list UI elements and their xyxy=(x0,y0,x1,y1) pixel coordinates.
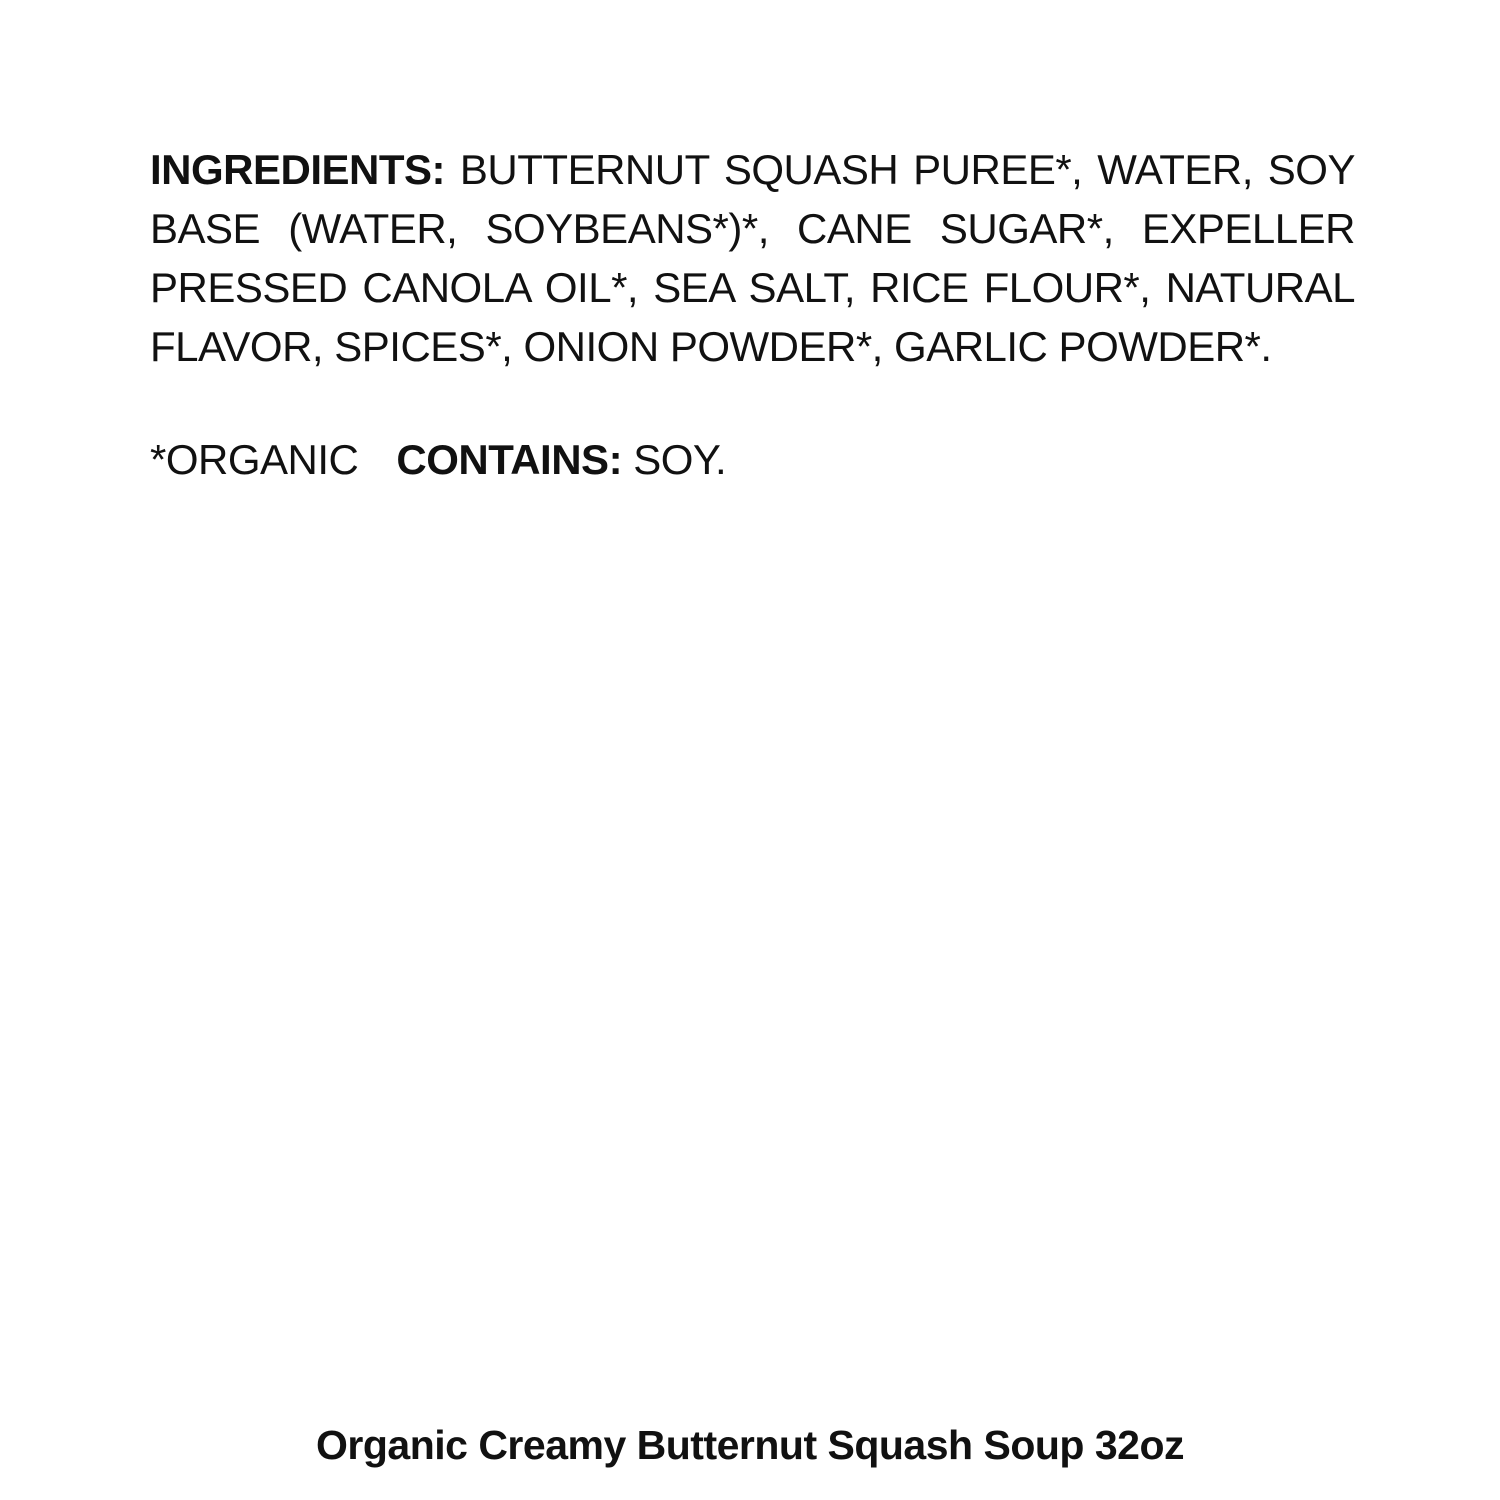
ingredients-list-text: BUTTERNUT SQUASH PUREE*, WATER, SOY BASE (WATER, SOYBEANS*)*, CANE SUGAR*, EXPELLER PRESSED CANOLA OIL*, SEA SALT, RICE FLOUR*, NATURAL FLAVOR, SPICES*, ONION POWDER*, GARLIC POWDER*. xyxy=(150,146,1355,370)
allergen-line xyxy=(150,430,1355,489)
product-title: Organic Creamy Butternut Squash Soup 32oz xyxy=(316,1422,1184,1468)
ingredients-paragraph xyxy=(150,140,1355,376)
organic-note: *ORGANIC xyxy=(150,436,359,483)
contains-heading: CONTAINS: xyxy=(396,436,623,483)
ingredients-heading: INGREDIENTS: xyxy=(150,146,446,193)
contains-value: SOY. xyxy=(622,436,727,483)
